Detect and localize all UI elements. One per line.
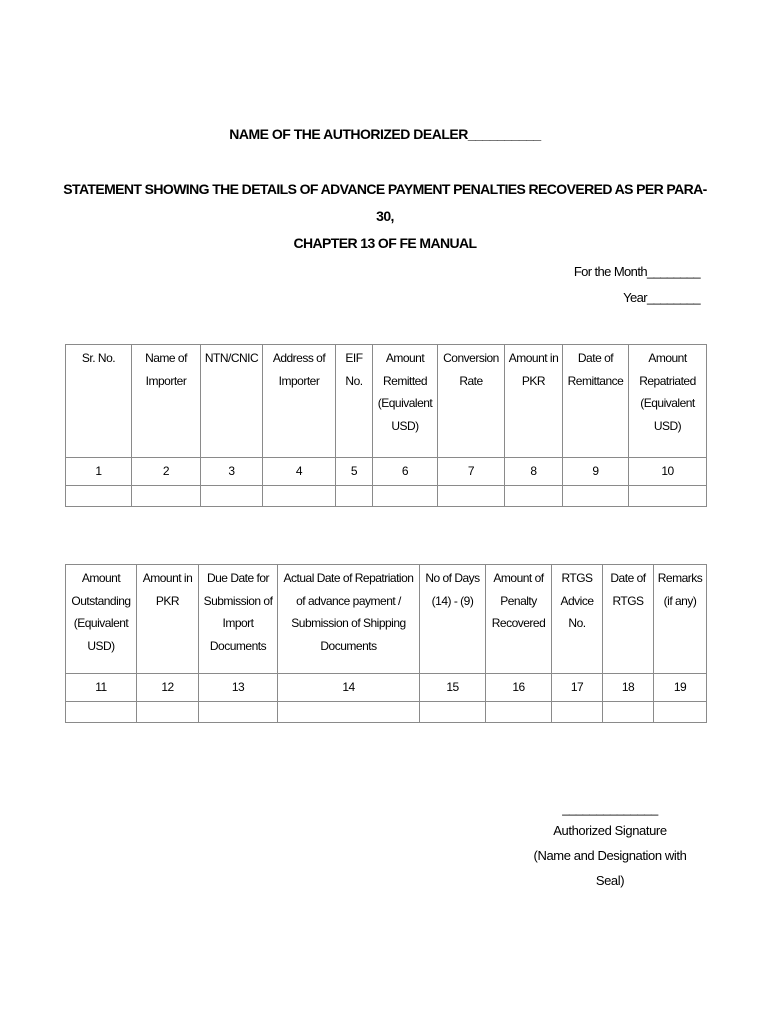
column-number-cell: 1 (66, 458, 132, 486)
for-the-month-field: For the Month________ (573, 264, 700, 279)
blank-cell[interactable] (629, 486, 707, 507)
column-number-cell: 15 (420, 674, 486, 702)
blank-cell[interactable] (137, 702, 199, 723)
column-number-cell: 14 (278, 674, 420, 702)
blank-cell[interactable] (420, 702, 486, 723)
table-header-row (66, 345, 707, 458)
blank-cell[interactable] (438, 486, 505, 507)
column-number-cell: 19 (654, 674, 707, 702)
blank-cell[interactable] (603, 702, 654, 723)
blank-cell[interactable] (132, 486, 201, 507)
blank-cell[interactable] (263, 486, 336, 507)
signature-line: ______________ (562, 801, 658, 816)
blank-cell[interactable] (66, 702, 137, 723)
column-number-cell: 3 (201, 458, 263, 486)
blank-cell[interactable] (486, 702, 552, 723)
blank-cell[interactable] (563, 486, 629, 507)
header-cell-amount-repatriated: Amount Repatriated (Equivalent USD) (629, 345, 707, 458)
header-cell-amount-in-pkr: Amount in PKR (137, 565, 199, 674)
column-number-cell: 12 (137, 674, 199, 702)
statement-title-line-2: CHAPTER 13 OF FE MANUAL (293, 235, 477, 251)
blank-entry-row (66, 702, 707, 723)
header-cell-amount-outstanding: Amount Outstanding (Equivalent USD) (66, 565, 137, 674)
header-cell-eif-no: EIF No. (336, 345, 373, 458)
column-number-cell: 17 (552, 674, 603, 702)
authorized-signature-label: Authorized Signature (553, 823, 667, 838)
column-number-cell: 18 (603, 674, 654, 702)
header-cell-address-of-importer: Address of Importer (263, 345, 336, 458)
blank-cell[interactable] (278, 702, 420, 723)
header-cell-due-date: Due Date for Submission of Import Documents (199, 565, 278, 674)
column-number-cell: 8 (505, 458, 563, 486)
header-cell-actual-date-of-repatriation: Actual Date of Repatriation of advance payment / Submission of Shipping Documents (278, 565, 420, 674)
column-number-row (66, 674, 707, 702)
header-cell-ntn-cnic: NTN/CNIC (201, 345, 263, 458)
column-number-cell: 9 (563, 458, 629, 486)
signature-block (520, 800, 700, 893)
column-number-cell: 11 (66, 674, 137, 702)
column-number-cell: 13 (199, 674, 278, 702)
column-number-cell: 10 (629, 458, 707, 486)
header-cell-amount-in-pkr: Amount in PKR (505, 345, 563, 458)
penalty-table (65, 564, 707, 723)
remittance-table (65, 344, 707, 507)
blank-cell[interactable] (373, 486, 438, 507)
blank-cell[interactable] (654, 702, 707, 723)
header-cell-date-of-remittance: Date of Remittance (563, 345, 629, 458)
blank-cell[interactable] (66, 486, 132, 507)
blank-cell[interactable] (336, 486, 373, 507)
header-cell-rtgs-advice-no: RTGS Advice No. (552, 565, 603, 674)
statement-title (60, 176, 710, 257)
header-cell-no-of-days: No of Days (14) - (9) (420, 565, 486, 674)
statement-title-line-1: STATEMENT SHOWING THE DETAILS OF ADVANCE PAYMENT PENALTIES RECOVERED AS PER PARA-30, (63, 181, 707, 224)
blank-cell[interactable] (199, 702, 278, 723)
header-cell-amount-remitted: Amount Remitted (Equivalent USD) (373, 345, 438, 458)
header-cell-name-of-importer: Name of Importer (132, 345, 201, 458)
header-cell-remarks: Remarks (if any) (654, 565, 707, 674)
blank-entry-row (66, 486, 707, 507)
header-cell-date-of-rtgs: Date of RTGS (603, 565, 654, 674)
blank-cell[interactable] (505, 486, 563, 507)
reporting-period (574, 259, 700, 311)
column-number-cell: 4 (263, 458, 336, 486)
column-number-cell: 6 (373, 458, 438, 486)
blank-cell[interactable] (552, 702, 603, 723)
authorized-dealer-heading: NAME OF THE AUTHORIZED DEALER__________ (229, 126, 541, 142)
year-field: Year________ (623, 290, 700, 305)
column-number-cell: 2 (132, 458, 201, 486)
name-designation-seal-label: (Name and Designation with Seal) (533, 848, 687, 888)
header-cell-sr-no: Sr. No. (66, 345, 132, 458)
header-cell-amount-of-penalty: Amount of Penalty Recovered (486, 565, 552, 674)
column-number-cell: 7 (438, 458, 505, 486)
column-number-cell: 5 (336, 458, 373, 486)
header-cell-conversion-rate: Conversion Rate (438, 345, 505, 458)
table-header-row (66, 565, 707, 674)
column-number-row (66, 458, 707, 486)
column-number-cell: 16 (486, 674, 552, 702)
blank-cell[interactable] (201, 486, 263, 507)
